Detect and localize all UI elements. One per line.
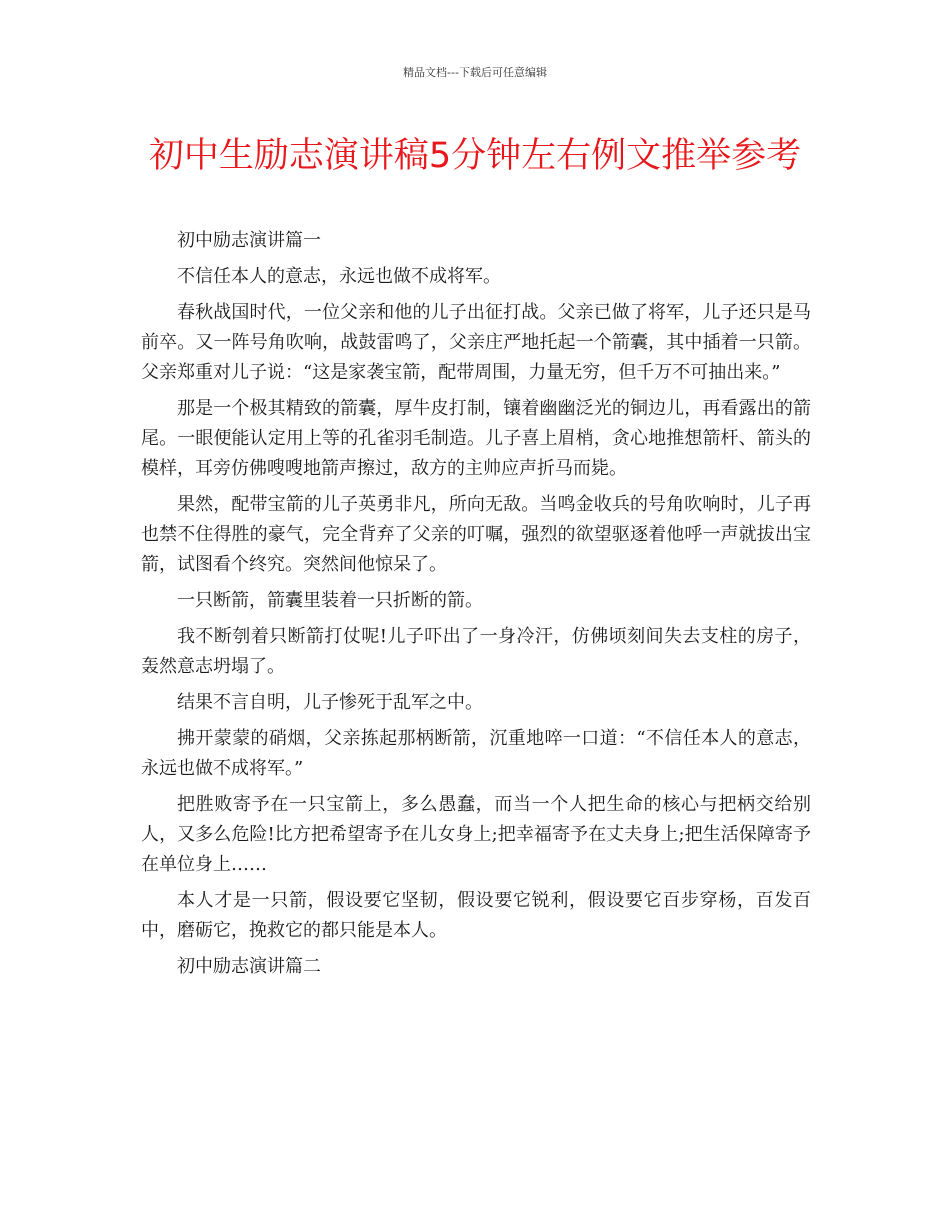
paragraph: 初中励志演讲篇二 [177, 956, 321, 977]
paragraph: 春秋战国时代，一位父亲和他的儿子出征打战。父亲已做了将军，儿子还只是马前卒。又一阵号角吹响，战鼓雷鸣了，父亲庄严地托起一个箭囊，其中插着一只箭。父亲郑重对儿子说：“这是家袭宝箭，配带周围，力量无穷，但千万不可抽出来。” [141, 302, 811, 383]
paragraph: 本人才是一只箭，假设要它坚韧，假设要它锐利，假设要它百步穿杨，百发百中，磨砺它，挽救它的都只能是本人。 [141, 890, 811, 941]
paragraph: 初中励志演讲篇一 [177, 230, 321, 251]
paragraph: 那是一个极其精致的箭囊，厚牛皮打制，镶着幽幽泛光的铜边儿，再看露出的箭尾。一眼便能认定用上等的孔雀羽毛制造。儿子喜上眉梢，贪心地推想箭杆、箭头的模样，耳旁仿佛嗖嗖地箭声擦过，敌方的主帅应声折马而毙。 [141, 398, 811, 479]
paragraph: 果然，配带宝箭的儿子英勇非凡，所向无敌。当鸣金收兵的号角吹响时，儿子再也禁不住得胜的豪气，完全背弃了父亲的叮嘱，强烈的欲望驱逐着他呼一声就拔出宝箭，试图看个终究。突然间他惊呆了。 [141, 494, 811, 575]
page-header: 精品文档---下载后可任意编辑 [403, 66, 547, 79]
paragraph: 一只断箭，箭囊里装着一只折断的箭。 [177, 590, 483, 611]
paragraph: 我不断刳着只断箭打仗呢!儿子吓出了一身冷汗，仿佛顷刻间失去支柱的房子，轰然意志坍塌了。 [141, 626, 811, 677]
document-body [141, 226, 811, 988]
document-title: 初中生励志演讲稿5分钟左右例文推举参考 [148, 136, 802, 176]
paragraph: 不信任本人的意志，永远也做不成将军。 [177, 266, 501, 287]
paragraph: 结果不言自明，儿子惨死于乱军之中。 [177, 692, 483, 713]
paragraph: 拂开蒙蒙的硝烟，父亲拣起那柄断箭，沉重地啐一口道：“不信任本人的意志，永远也做不成将军。” [141, 728, 811, 779]
paragraph: 把胜败寄予在一只宝箭上，多么愚蠢，而当一个人把生命的核心与把柄交给别人，又多么危险!比方把希望寄予在儿女身上;把幸福寄予在丈夫身上;把生活保障寄予在单位身上…… [141, 794, 811, 875]
